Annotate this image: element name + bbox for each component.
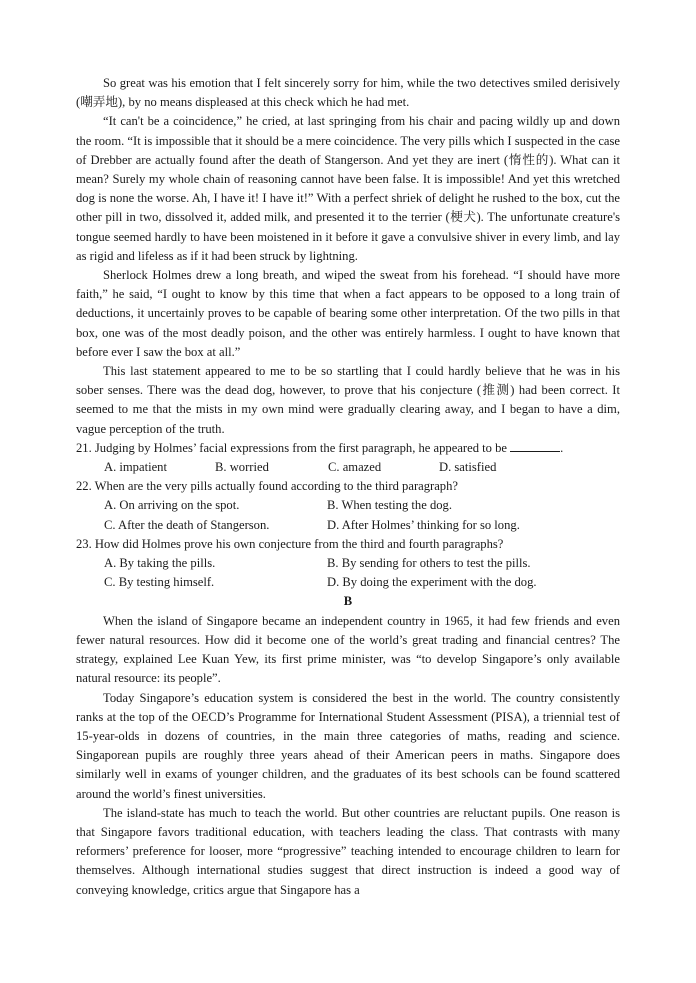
passage-b-paragraph-2: Today Singapore’s education system is considered the best in the world. The country consistently ranks at the top of the OECD’s Programme for International Student Assessment (PISA), a triennial test of 15-year-olds in dozens of countries, in the main three categories of maths, reading and science. Singaporean pupils are roughly three years ahead of their American peers in maths. Singapore does similarly well in exams of younger children, and the graduates of its best schools can be found scattered around the world’s finest universities. — [76, 690, 620, 801]
option-a: A. On arriving on the spot. — [104, 498, 240, 513]
passage-b-paragraph-1: When the island of Singapore became an independent country in 1965, it had few friends and even fewer natural resources. How did it become one of the world’s great trading and financial centres? The strategy, explained Lee Kuan Yew, its first prime minister, was “to develop Singapore’s only available natural resource: its people”. — [76, 613, 620, 686]
option-c: C. By testing himself. — [104, 575, 215, 590]
passage-b-paragraph-3: The island-state has much to teach the world. But other countries are reluctant pupils. One reason is that Singapore favors traditional education, with teachers leading the class. That contrasts with many reformers’ preference for looser, more “progressive” teaching intended to encourage children to learn for themselves. Although international studies suggest that direct instruction is indeed a good way of conveying knowledge, critics argue that Singapore has a — [76, 805, 620, 897]
answer-blank — [510, 439, 560, 452]
option-d: D. satisfied — [439, 460, 497, 475]
option-a: A. impatient — [104, 460, 167, 475]
question-21 — [76, 439, 620, 458]
passage-a-paragraph-2: “It can't be a coincidence,” he cried, at last springing from his chair and pacing wildly up and down the room. “It is impossible that it should be a mere coincidence. The very pills which I suspected in the case of Drebber are actually found after the death of Stangerson. And yet they are inert (惰性的). What can it mean? Surely my whole chain of reasoning cannot have been false. It is impossible! And yet this wretched dog is none the worse. Ah, I have it! I have it!” With a perfect shriek of delight he rushed to the box, cut the other pill in two, dissolved it, added milk, and presented it to the terrier (梗犬). The unfortunate creature's tongue seemed hardly to have been moistened in it before it gave a convulsive shiver in every limb, and lay as rigid and lifeless as if it had been struck by lightning. — [76, 114, 620, 263]
option-b: B. By sending for others to test the pills. — [327, 556, 531, 571]
passage-a-paragraph-1: So great was his emotion that I felt sincerely sorry for him, while the two detectives smiled derisively (嘲弄地), by no means displeased at this check which he had met. — [76, 76, 620, 110]
option-a: A. By taking the pills. — [104, 556, 216, 571]
option-b: B. When testing the dog. — [327, 498, 452, 513]
option-d: D. After Holmes’ thinking for so long. — [327, 517, 520, 532]
question-23: 23. How did Holmes prove his own conjecture from the third and fourth paragraphs? — [76, 536, 504, 551]
option-b: B. worried — [215, 460, 269, 475]
question-22-options-row-2 — [76, 516, 620, 535]
question-21-stem: 21. Judging by Holmes’ facial expressions from the first paragraph, he appeared to be — [76, 440, 507, 455]
section-heading-b: B — [343, 594, 353, 609]
option-d: D. By doing the experiment with the dog. — [327, 575, 537, 590]
question-21-stem-end: . — [560, 440, 564, 455]
passage-a-paragraph-3: Sherlock Holmes drew a long breath, and wiped the sweat from his forehead. “I should have more faith,” he said, “I ought to know by this time that when a fact appears to be opposed to a long train of deductions, it uncertainly proves to be capable of bearing some other interpretation. Of the two pills in that box, one was of the most deadly poison, and the other was entirely harmless. I ought to have known that before ever I saw the box at all.” — [76, 268, 620, 359]
option-c: C. After the death of Stangerson. — [104, 517, 270, 532]
question-22-options-row-1 — [76, 496, 620, 515]
passage-a-paragraph-4: This last statement appeared to me to be so startling that I could hardly believe that he was in his sober senses. There was the dead dog, however, to prove that his conjecture (推测) had been correct. It seemed to me that the mists in my own mind were gradually clearing away, and I began to have a dim, vague perception of the truth. — [76, 364, 620, 436]
question-21-options — [76, 458, 620, 477]
question-23-options-row-1 — [76, 554, 620, 573]
question-22: 22. When are the very pills actually found according to the third paragraph? — [76, 479, 458, 494]
question-23-options-row-2 — [76, 573, 620, 592]
option-c: C. amazed — [328, 460, 382, 475]
exam-page — [76, 74, 620, 900]
